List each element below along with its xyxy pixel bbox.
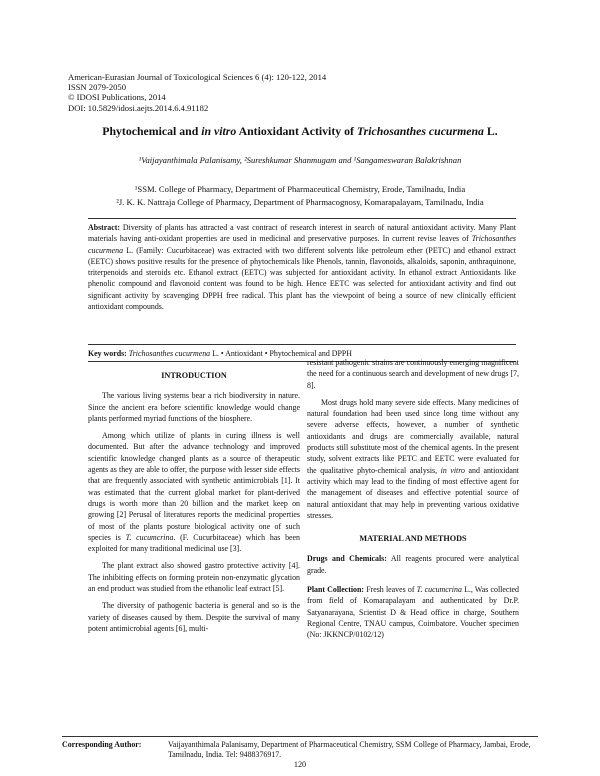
affiliation-2: ²J. K. K. Nattraja College of Pharmacy, Department of Pharmacognosy, Komarapalayam, Tamilnadu, India bbox=[116, 197, 484, 207]
paragraph: resistant pathogenic strains are continuously emerging magnificent the need for a continuous search and development of new drugs [7, 8]. bbox=[307, 358, 519, 390]
paragraph: Plant Collection: Fresh leaves of T. cucumcrina L., Was collected from field of Komarapalayam and authenticated by Dr.P. Satyanarayana, Scientist D & Head office in charge, Southern Regional Centre, TNAU campus, Coimbatore. Voucher specimen (No: JKKNCP/0102/12) bbox=[307, 585, 519, 640]
journal-citation: American-Eurasian Journal of Toxicological Sciences 6 (4): 120-122, 2014 bbox=[68, 72, 327, 82]
paper-title: Phytochemical and in vitro Antioxidant Activity of Trichosanthes cucurmena L. bbox=[102, 124, 498, 138]
journal-header bbox=[68, 72, 538, 113]
footer-rule bbox=[62, 736, 538, 737]
page-number: 120 bbox=[293, 760, 307, 769]
section-heading-introduction: INTRODUCTION bbox=[161, 371, 227, 380]
section-heading-materials-methods: MATERIAL AND METHODS bbox=[359, 534, 467, 544]
abstract-label: Abstract: bbox=[88, 223, 120, 232]
paragraph: The plant extract also showed gastro protective activity [4]. The inhibiting effects on forming protein non-enzymatic glycation an end product was studied from the ethanolic leaf extract [5]. bbox=[88, 561, 300, 594]
paragraph: Among which utilize of plants in curing illness is well documented. But after the advance technology and improved scientific knowledge changed plants as a source of therapeutic agents as they are able to offer, the purpose with lesser side effects that are frequently associated with synthetic antimicrobials [1]. It was estimated that the current global market for plant-derived drugs is worth more than 20 billion and the market keep on growing [2] Perusal of literatures reports the medicinal properties of most of the plants posture biological activity one of such species is T. cucumcrina. (F. Cucurbitaceae) which has been exploited for many traditional medicinal use [3]. bbox=[88, 431, 300, 554]
paragraph: Drugs and Chemicals: All reagents procured were analytical grade. bbox=[307, 554, 520, 575]
abstract: Abstract: Diversity of plants has attracted a vast contract of research interest in search of natural antioxidant activity. Many Plant materials having anti-oxidant properties are used in medicinal and preservative purposes. In current revise leaves of Trichosanthes cucurmena L. (Family: Cucurbitaceae) was extracted with two different solvents like petroleum ether (PETC) and ethanol extract (EETC) shows positive results for the presence of phytochemicals like Phenols, tannin, flavonoids, alkaloids, saponin, anthraquinone, triterpenoids and steroids etc. Ethanol extract (EETC) was subjected for antioxidant activity. In ethanol extract Antioxidants like phenolic compound and flavonoid content was found to be high. Hence EETC was selected for antioxidant activity and find out significant activity by scavenging DPPH free radical. This plant has the viewpoint of being a source of new clinically efficient antioxidant compounds. bbox=[88, 223, 516, 312]
author-list: ¹Vaijayanthimala Palanisamy, ²Sureshkumar Shanmugam and ¹Sangameswaran Balakrishnan bbox=[138, 155, 462, 165]
paragraph: Most drugs hold many severe side effects. Many medicines of natural foundation had been used since long time without any severe adverse effects, however, a number of synthetic antioxidants and drugs are commercially available, natural products still substitute most of the chemical agents. In the present study, solvent extracts like PETC and EETC were evaluated for the qualitative phyto-chemical analysis, in vitro and antioxidant activity which may lead to the finding of most effective agent for the management of diseases and effective potential source of natural antioxidant that may help in preventing various oxidative stresses. bbox=[307, 397, 519, 520]
abstract-top-rule bbox=[88, 218, 516, 219]
right-column bbox=[307, 357, 519, 647]
keywords-label: Key words: bbox=[88, 349, 127, 358]
journal-issn: ISSN 2079-2050 bbox=[68, 82, 127, 93]
affiliation-1: ¹SSM. College of Pharmacy, Department of Pharmaceutical Chemistry, Erode, Tamilnadu, India bbox=[134, 184, 466, 194]
corresponding-author-text: Vaijayanthimala Palanisamy, Department of Pharmaceutical Chemistry, SSM College of Pharmacy, Jambai, Erode, Tamilnadu, India. Tel: 9488376917. bbox=[168, 740, 531, 760]
left-column bbox=[88, 370, 300, 640]
paragraph: The various living systems bear a rich biodiversity in nature. Since the ancient era before scientific knowledge would change plants performed myriad functions of the biosphere. bbox=[88, 391, 300, 423]
corresponding-author-label: Corresponding Author: bbox=[62, 740, 142, 749]
journal-copyright: © IDOSI Publications, 2014 bbox=[68, 92, 166, 103]
abstract-bottom-rule bbox=[88, 344, 516, 345]
paragraph: The diversity of pathogenic bacteria is general and so is the variety of diseases caused by them. Despite the survival of many potent antimicrobial agents [6], multi- bbox=[88, 601, 300, 633]
keywords: Key words: Trichosanthes cucurmena L. • Antioxidant • Phytochemical and DPPH bbox=[88, 349, 352, 358]
journal-doi: DOI: 10.5829/idosi.aejts.2014.6.4.91182 bbox=[68, 102, 209, 113]
